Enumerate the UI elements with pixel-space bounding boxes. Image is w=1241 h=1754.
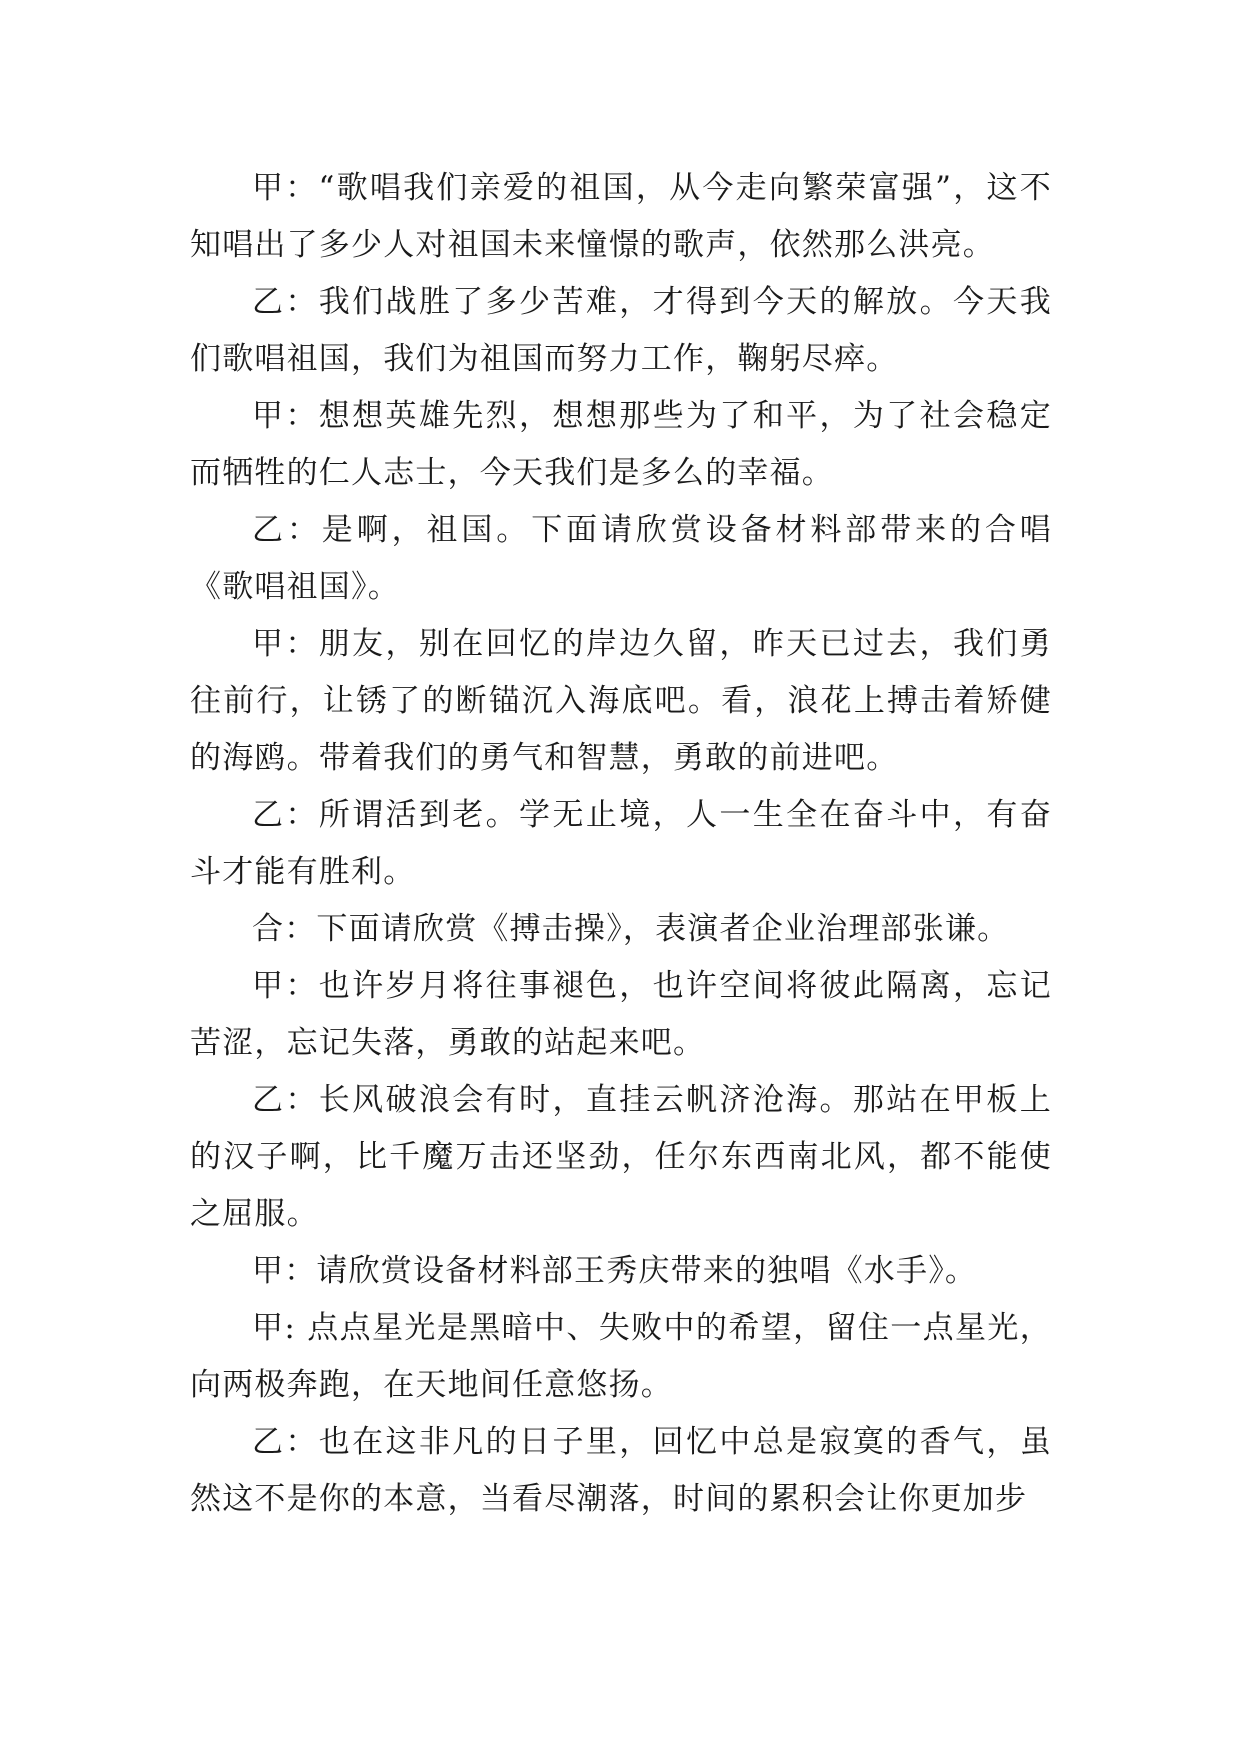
paragraph-5: 甲：朋友，别在回忆的岸边久留，昨天已过去，我们勇往前行，让锈了的断锚沉入海底吧。看，浪花上搏击着矫健的海鸥。带着我们的勇气和智慧，勇敢的前进吧。	[190, 626, 1052, 776]
document-body	[190, 160, 1052, 1528]
paragraph-8: 甲：也许岁月将往事褪色，也许空间将彼此隔离，忘记苦涩，忘记失落，勇敢的站起来吧。	[190, 968, 1052, 1061]
paragraph-1: 甲：“歌唱我们亲爱的祖国，从今走向繁荣富强”，这不知唱出了多少人对祖国未来憧憬的歌声，依然那么洪亮。	[190, 170, 1052, 263]
paragraph-10: 甲：请欣赏设备材料部王秀庆带来的独唱《水手》。	[252, 1253, 978, 1289]
paragraph-6: 乙：所谓活到老。学无止境，人一生全在奋斗中，有奋斗才能有胜利。	[190, 797, 1052, 890]
paragraph-11: 甲: 点点星光是黑暗中、失败中的希望，留住一点星光，向两极奔跑，在天地间任意悠扬。	[190, 1310, 1052, 1403]
paragraph-3: 甲：想想英雄先烈，想想那些为了和平，为了社会稳定而牺牲的仁人志士，今天我们是多么的幸福。	[190, 398, 1052, 491]
paragraph-4: 乙：是啊，祖国。下面请欣赏设备材料部带来的合唱《歌唱祖国》。	[190, 512, 1052, 605]
paragraph-12: 乙：也在这非凡的日子里，回忆中总是寂寞的香气，虽然这不是你的本意，当看尽潮落，时间的累积会让你更加步	[190, 1424, 1052, 1517]
paragraph-7: 合：下面请欣赏《搏击操》，表演者企业治理部张谦。	[252, 911, 1010, 947]
paragraph-9: 乙：长风破浪会有时，直挂云帆济沧海。那站在甲板上的汉子啊，比千魔万击还坚劲，任尔东西南北风，都不能使之屈服。	[190, 1082, 1052, 1232]
paragraph-2: 乙：我们战胜了多少苦难，才得到今天的解放。今天我们歌唱祖国，我们为祖国而努力工作，鞠躬尽瘁。	[190, 284, 1052, 377]
